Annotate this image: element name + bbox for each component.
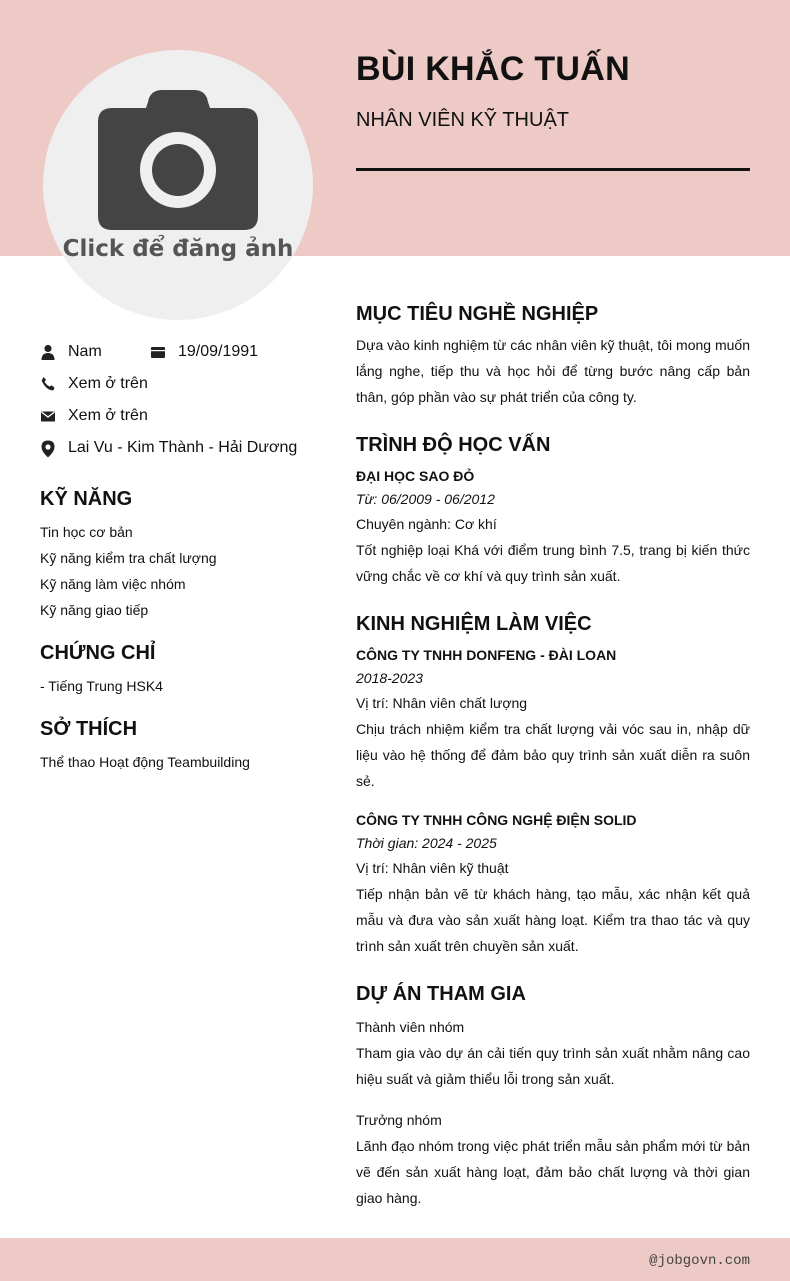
project-description[interactable]: Lãnh đạo nhóm trong việc phát triển mẫu sản phẩm mới từ bản vẽ đến sản xuất hàng loạt, đảm bảo chất lượng và thời gian giao hàng.	[356, 1138, 750, 1206]
phone-row[interactable]	[40, 375, 148, 393]
skills-heading: KỸ NĂNG	[40, 488, 133, 510]
birthday-row[interactable]	[150, 343, 258, 361]
candidate-name[interactable]: BÙI KHẮC TUẤN	[356, 50, 630, 88]
calendar-icon	[150, 344, 166, 360]
education-heading: TRÌNH ĐỘ HỌC VẤN	[356, 434, 551, 456]
job-title[interactable]: NHÂN VIÊN KỸ THUẬT	[356, 109, 569, 131]
address-value: Lai Vu - Kim Thành - Hải Dương	[68, 439, 298, 456]
phone-value: Xem ở trên	[68, 375, 148, 392]
photo-upload[interactable]	[43, 50, 313, 320]
person-icon	[40, 344, 56, 360]
hobbies-heading: SỞ THÍCH	[40, 718, 138, 740]
skill-item[interactable]: Kỹ năng kiểm tra chất lượng	[40, 550, 217, 566]
address-row[interactable]	[40, 439, 297, 457]
phone-icon	[40, 376, 56, 392]
job-position[interactable]: Vị trí: Nhân viên kỹ thuật	[356, 860, 509, 876]
objective-text[interactable]: Dựa vào kinh nghiệm từ các nhân viên kỹ thuật, tôi mong muốn lắng nghe, tiếp thu và học hỏi để từng bước nâng cấp bản thân, góp phần vào sự phát triển của công ty.	[356, 337, 750, 405]
hobby-item[interactable]: Thể thao Hoạt động Teambuilding	[40, 754, 250, 770]
project-description[interactable]: Tham gia vào dự án cải tiến quy trình sản xuất nhằm nâng cao hiệu suất và giảm thiểu lỗi trong sản xuất.	[356, 1045, 750, 1087]
skill-item[interactable]: Tin học cơ bản	[40, 524, 133, 540]
job-description[interactable]: Chịu trách nhiệm kiểm tra chất lượng vải vóc sau in, nhập dữ liệu vào hệ thống để đảm bảo quy trình sản xuất diễn ra suôn sẻ.	[356, 721, 750, 789]
gender-row[interactable]	[40, 343, 102, 361]
skill-item[interactable]: Kỹ năng làm việc nhóm	[40, 576, 186, 592]
job-period[interactable]: 2018-2023	[356, 670, 423, 686]
job-period[interactable]: Thời gian: 2024 - 2025	[356, 835, 497, 851]
footer-watermark: @jobgovn.com	[649, 1253, 750, 1269]
school-name[interactable]: ĐẠI HỌC SAO ĐỎ	[356, 468, 475, 484]
project-role[interactable]: Trưởng nhóm	[356, 1112, 442, 1128]
header-divider	[356, 168, 750, 171]
camera-icon	[98, 90, 258, 235]
location-pin-icon	[40, 440, 56, 456]
certificate-item[interactable]: - Tiếng Trung HSK4	[40, 678, 163, 694]
certificates-heading: CHỨNG CHỈ	[40, 642, 156, 664]
company-name[interactable]: CÔNG TY TNHH DONFENG - ĐÀI LOAN	[356, 647, 617, 663]
upload-photo-label: Click để đăng ảnh	[62, 236, 294, 262]
email-value: Xem ở trên	[68, 407, 148, 424]
objective-heading: MỤC TIÊU NGHỀ NGHIỆP	[356, 303, 599, 325]
experience-heading: KINH NGHIỆM LÀM VIỆC	[356, 613, 592, 635]
project-role[interactable]: Thành viên nhóm	[356, 1019, 465, 1035]
gender-value: Nam	[68, 343, 102, 360]
education-period[interactable]: Từ: 06/2009 - 06/2012	[356, 491, 495, 507]
projects-heading: DỰ ÁN THAM GIA	[356, 983, 526, 1005]
birthday-value: 19/09/1991	[178, 343, 259, 360]
education-description[interactable]: Tốt nghiệp loại Khá với điểm trung bình 7.5, trang bị kiến thức vững chắc về cơ khí và quy trình sản xuất.	[356, 542, 750, 584]
skill-item[interactable]: Kỹ năng giao tiếp	[40, 602, 149, 618]
job-description[interactable]: Tiếp nhận bản vẽ từ khách hàng, tạo mẫu, xác nhận kết quả mẫu và đưa vào sản xuất hàng loạt. Kiểm tra thao tác và quy trình sản xuất trên chuyền sản xuất.	[356, 886, 750, 954]
job-position[interactable]: Vị trí: Nhân viên chất lượng	[356, 695, 528, 711]
company-name[interactable]: CÔNG TY TNHH CÔNG NGHỆ ĐIỆN SOLID	[356, 812, 637, 828]
education-major[interactable]: Chuyên ngành: Cơ khí	[356, 516, 497, 532]
email-row[interactable]	[40, 407, 148, 425]
envelope-icon	[40, 408, 56, 424]
